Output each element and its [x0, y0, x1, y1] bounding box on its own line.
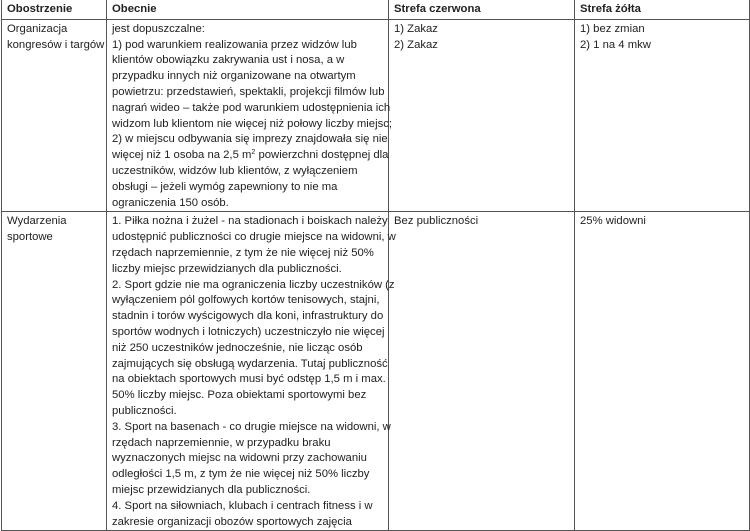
text-line: widzom lub klientom nie więcej niż połowy liczby miejsc;: [112, 117, 393, 130]
text-line: stadnin i torów wyścigowych dla koni, infrastruktury do: [112, 310, 384, 323]
header-row: [2, 0, 750, 19]
text-line: 1) bez zmian: [580, 22, 645, 35]
header-strefa-czerwona: Strefa czerwona: [389, 0, 575, 19]
yellow-zone-cell: [575, 19, 750, 212]
red-zone-cell: [389, 19, 575, 212]
text-line: 50% liczby miejsc. Poza obiektami sportowymi bez: [112, 389, 367, 402]
text-line: niż 250 uczestników jednocześnie, nie licząc osób: [112, 341, 363, 354]
text-line: zajmujących się obsługą wydarzenia. Tutaj publiczność: [112, 357, 388, 370]
text-line: [112, 148, 389, 164]
text-line: powietrzu: przedstawień, spektakli, projekcji filmów lub: [112, 85, 385, 98]
red-zone-cell: Bez publiczności: [389, 212, 575, 531]
text-line: ograniczenia 150 osób.: [112, 196, 229, 209]
text-line: 1) pod warunkiem realizowania przez widzów lub: [112, 38, 357, 51]
header-obecnie: Obecnie: [107, 0, 389, 19]
current-rules-cell: [107, 19, 393, 212]
row-name-line: Wydarzenia: [7, 215, 67, 228]
row-name-line: kongresów i targów: [7, 38, 105, 51]
restrictions-table: [1, 0, 750, 531]
text-line: zakresie organizacji obozów sportowych zajęcia: [112, 515, 352, 528]
text-line: wyłączeniem pól golfowych kortów tenisowych, stajni,: [112, 294, 380, 307]
text-line: 2) 1 na 4 mkw: [580, 38, 651, 51]
text-line: 3. Sport na basenach - co drugie miejsce na widowni, w: [112, 420, 391, 433]
header-obostrzenie: Obostrzenie: [2, 0, 107, 19]
text-line: miejsc przewidzianych dla publiczności.: [112, 483, 311, 496]
text-line: klientów obowiązku zakrywania ust i nosa, a w: [112, 54, 345, 67]
header-strefa-zolta: Strefa żółta: [575, 0, 750, 19]
text-fragment: powierzchni dostępnej dla: [258, 149, 389, 162]
text-line: rzędach naprzemiennie, w przypadku braku: [112, 436, 331, 449]
text-line: na obiektach sportowych musi być odstęp 1,5 m i max.: [112, 373, 386, 386]
table-row: [2, 212, 750, 531]
text-line: udostępnić publiczności co drugie miejsce na widowni, w: [112, 231, 396, 244]
row-name-cell: [2, 212, 107, 531]
text-line: rzędach naprzemiennie, z tym że nie więcej niż 50%: [112, 246, 374, 259]
text-line: obsługi – jeżeli wymóg zapewniony to nie ma: [112, 180, 338, 193]
text-line: przypadku innych niż organizowane na otwartym: [112, 70, 356, 83]
text-line: 1. Piłka nożna i żużel - na stadionach i boiskach należy: [112, 215, 388, 228]
text-line: odległości 1,5 m, z tym że nie więcej niż 50% liczby: [112, 468, 370, 481]
text-line: 2) Zakaz: [394, 38, 438, 51]
text-line: jest dopuszczalne:: [112, 22, 205, 35]
current-rules-cell: [107, 212, 396, 531]
text-line: liczby miejsc przewidzianych dla publiczności.: [112, 262, 342, 275]
table-row: [2, 19, 750, 212]
text-line: nagrań wideo – także pod warunkiem udostępnienia ich: [112, 101, 391, 114]
superscript: 2: [251, 149, 256, 157]
text-line: wyznaczonych miejsc na widowni przy zachowaniu: [112, 452, 367, 465]
text-line: uczestników, widzów lub klientów, z wyłączeniem: [112, 164, 358, 177]
row-name-cell: [2, 19, 107, 212]
text-line: 2. Sport gdzie nie ma ograniczenia liczby uczestników (z: [112, 278, 395, 291]
yellow-zone-cell: 25% widowni: [575, 212, 750, 531]
text-line: 2) w miejscu odbywania się imprezy znajdowała się nie: [112, 133, 388, 146]
text-line: publiczności.: [112, 404, 177, 417]
text-line: 1) Zakaz: [394, 22, 438, 35]
text-fragment: więcej niż 1 osoba na 2,5 m: [112, 149, 252, 162]
row-name-line: sportowe: [7, 231, 53, 244]
row-name-line: Organizacja: [7, 22, 68, 35]
text-line: 4. Sport na siłowniach, klubach i centrach fitness i w: [112, 499, 373, 512]
text-line: sportów wodnych i lotniczych) uczestniczyło nie więcej: [112, 325, 385, 338]
